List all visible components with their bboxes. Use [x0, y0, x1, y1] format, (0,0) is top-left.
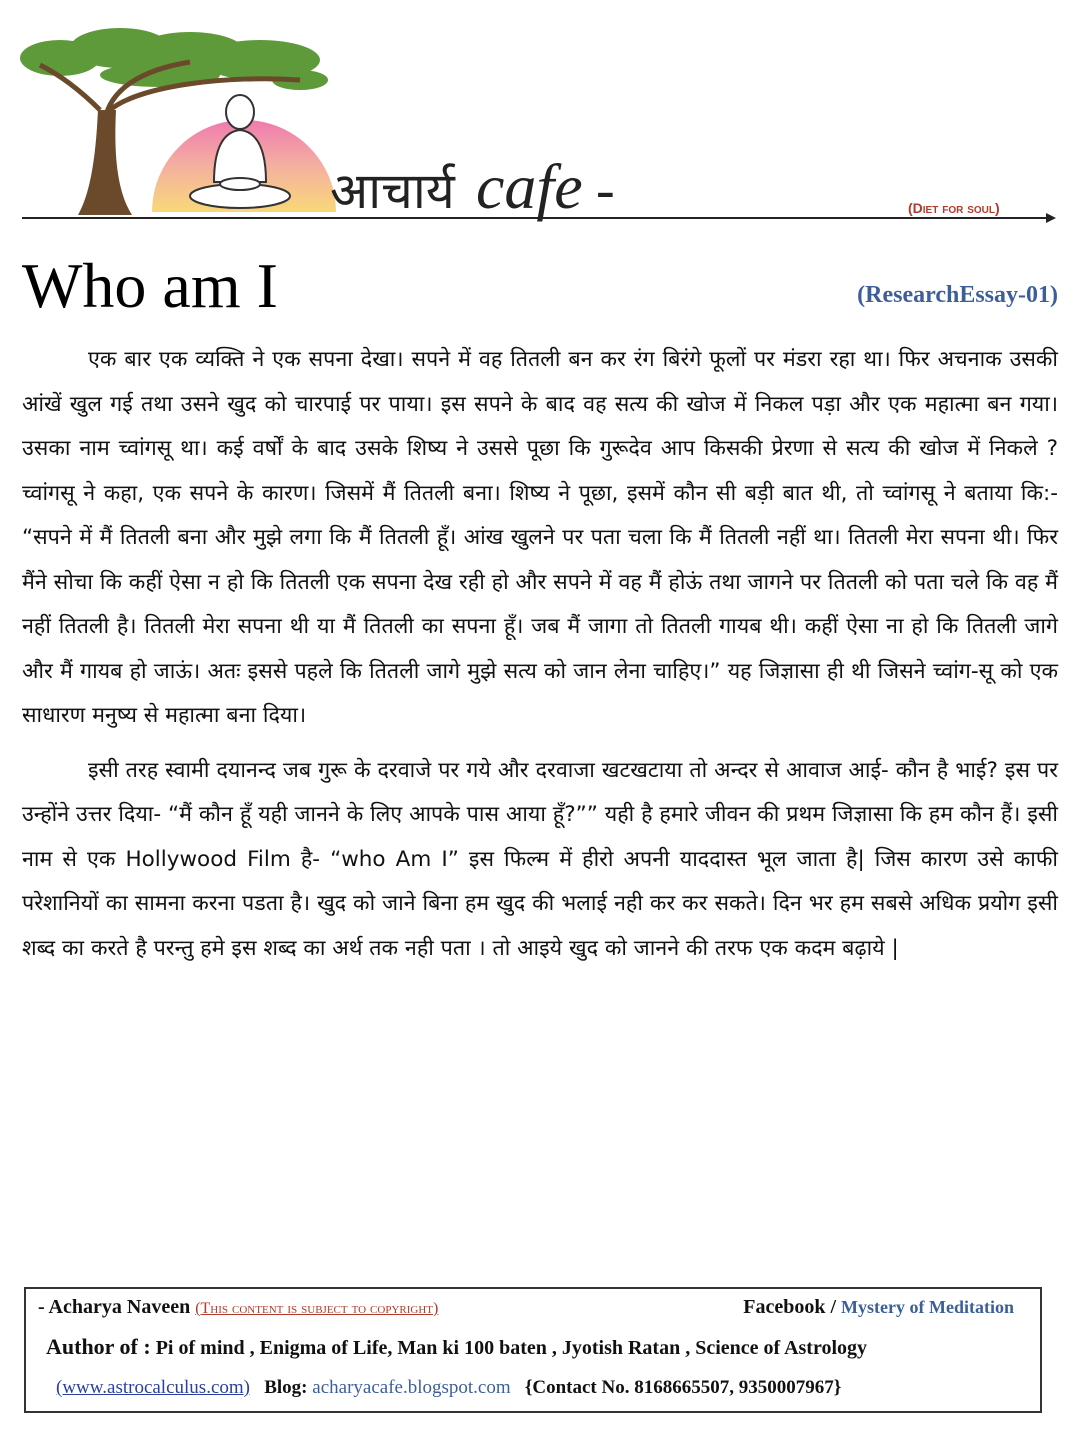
- footer-row-books: [46, 1333, 1036, 1362]
- contact-numbers: {Contact No. 8168665507, 9350007967}: [524, 1377, 842, 1398]
- brand-name-hindi: आचार्य: [330, 162, 455, 220]
- books-list: Pi of mind , Enigma of Life, Man ki 100 baten , Jyotish Ratan , Science of Astrology: [155, 1337, 868, 1359]
- facebook-page-link[interactable]: Mystery of Meditation: [841, 1297, 1014, 1317]
- tagline-text: (Diet for soul): [908, 200, 1000, 216]
- tagline: [908, 200, 1000, 216]
- paragraph-2: इसी तरह स्वामी दयानन्द जब गुरू के दरवाजे पर गये और दरवाजा खटखटाया तो अन्दर से आवाज आई- कौन है भाई? इस पर उन्होंने उत्तर दिया- “मैं कौन हूँ यही जानने के लिए आपके पास आया हूँ?”” यही है हमारे जीवन की प्रथम जिज्ञासा कि हम कौन हैं। इसी नाम से एक Hollywood Film है- “who Am I” इस फिल्म में हीरो अपनी याददास्त भूल जाता है| जिस कारण उसे काफी परेशानियों का सामना करना पडता है। खुद को जाने बिना हम खुद की भलाई नही कर कर सकते। दिन भर हम सबसे अधिक प्रयोग इसी शब्द का करते है परन्तु हमे इस शब्द का अर्थ तक नही पता । तो आइये खुद को जानने की तरफ एक कदम बढ़ाये |: [22, 757, 1058, 961]
- blog-link[interactable]: acharyacafe.blogspot.com: [312, 1377, 511, 1398]
- brand-name-cafe: cafe: [476, 151, 583, 222]
- facebook-label: Facebook /: [743, 1296, 837, 1318]
- footer-box: [24, 1287, 1042, 1413]
- author-name: - Acharya Naveen: [38, 1296, 191, 1318]
- website-link[interactable]: (www.astrocalculus.com): [56, 1377, 250, 1398]
- copyright-notice[interactable]: (This content is subject to copyright): [195, 1300, 439, 1317]
- header: [0, 0, 1080, 240]
- paragraph-1: एक बार एक व्यक्ति ने एक सपना देखा। सपने में वह तितली बन कर रंग बिरंगे फूलों पर मंडरा रहा था। फिर अचनाक उसकी आंखें खुल गई तथा उसने खुद को चारपाई पर पाया। इस सपने के बाद वह सत्य की खोज में निकल पड़ा और एक महात्मा बन गया। उसका नाम च्वांगसू था। कई वर्षों के बाद उसके शिष्य ने उससे पूछा कि गुरूदेव आप किसकी प्रेरणा से सत्य की खोज में निकले ? च्वांगसू ने कहा, एक सपने के कारण। जिसमें मैं तितली बना। शिष्य ने पूछा, इसमें कौन सी बड़ी बात थी, तो च्वांगसू ने बताया कि:- “सपने में मैं तितली बना और मुझे लगा कि मैं तितली हूँ। आंख खुलने पर पता चला कि मैं तितली नहीं था। तितली मेरा सपना थी। फिर मैंने सोचा कि कहीं ऐसा न हो कि तितली एक सपना देख रही हो और सपने में वह मैं होऊं तथा जागने पर तितली को पता चले कि वह मैं नहीं तितली है। तितली मेरा सपना थी या मैं तितली का सपना हूँ। जब मैं जागा तो तितली गायब थी। कहीं ऐसा ना हो कि तितली जागे और मैं गायब हो जाऊं। अतः इससे पहले कि तितली जागे मुझे सत्य को जान लेना चाहिए।” यह जिज्ञासा ही थी जिसने च्वांग-सू को एक साधारण मनुष्य से महात्मा बना दिया।: [22, 347, 1059, 728]
- brand-suffix: -: [596, 159, 615, 221]
- footer-row-author: [38, 1293, 1028, 1323]
- author-of-label: Author of :: [46, 1334, 151, 1359]
- tree-trunk: [78, 110, 132, 215]
- essay-body: [22, 338, 1058, 971]
- blog-label: Blog:: [264, 1377, 308, 1398]
- page-title: Who am I: [22, 250, 278, 321]
- facebook-info: [743, 1293, 1014, 1321]
- footer-row-contact: [56, 1375, 1041, 1401]
- series-label: (ResearchEssay-01): [857, 282, 1058, 308]
